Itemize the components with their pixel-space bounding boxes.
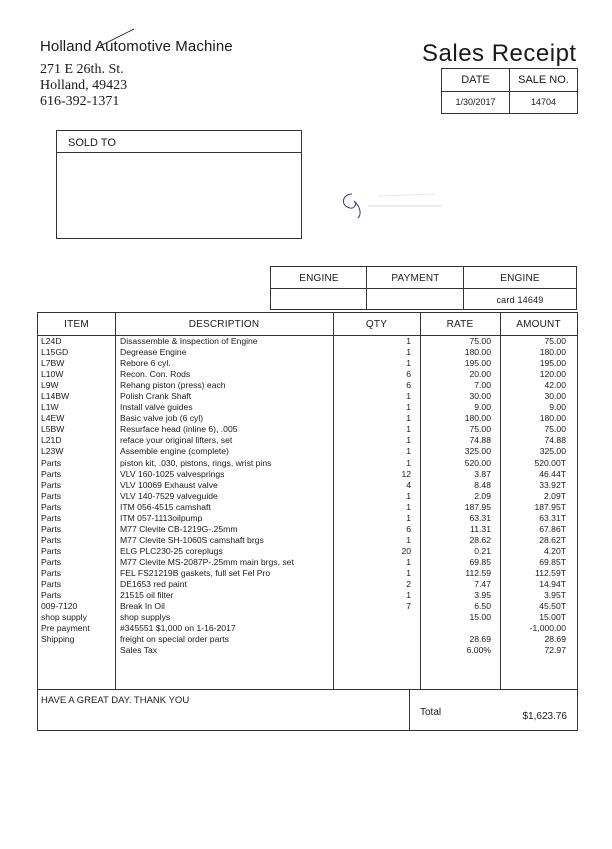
row-rate: 75.00 <box>469 424 491 435</box>
table-row <box>39 336 576 347</box>
row-item: L14BW <box>41 391 70 402</box>
row-amount: 180.00 <box>539 347 566 358</box>
row-qty: 6 <box>406 369 411 380</box>
row-qty: 6 <box>406 523 411 534</box>
sale-no-value: 14704 <box>530 97 557 107</box>
row-amount: 45.50T <box>539 601 566 612</box>
row-item: Parts <box>41 545 62 556</box>
row-item: L9W <box>41 380 59 391</box>
row-rate: 15.00 <box>469 612 491 623</box>
row-qty: 1 <box>406 512 411 523</box>
table-row <box>39 469 576 480</box>
table-row <box>39 458 576 469</box>
row-qty: 6 <box>406 380 411 391</box>
table-row <box>39 391 576 402</box>
row-description: shop supplys <box>120 612 171 623</box>
row-item: Pre payment <box>41 623 90 634</box>
row-amount: 3.95T <box>544 590 566 601</box>
row-rate: 325.00 <box>464 446 491 457</box>
sale-no-label: SALE NO. <box>510 69 577 92</box>
table-row <box>39 623 576 634</box>
row-item: Parts <box>41 523 62 534</box>
row-rate: 63.31 <box>469 512 491 523</box>
row-item: Parts <box>41 579 62 590</box>
row-description: Recon. Con. Rods <box>120 369 191 380</box>
row-item: Parts <box>41 556 62 567</box>
row-item: L4EW <box>41 413 65 424</box>
table-row <box>39 424 576 435</box>
row-item: Parts <box>41 490 62 501</box>
info-col1-label: ENGINE <box>299 273 339 284</box>
row-qty: 7 <box>406 601 411 612</box>
row-rate: 75.00 <box>469 336 491 346</box>
row-amount: 325.00 <box>539 446 566 457</box>
document-title: Sales Receipt <box>422 40 577 67</box>
table-row <box>39 513 576 524</box>
info-bar <box>270 266 577 310</box>
row-rate: 2.09 <box>474 490 491 501</box>
row-amount: 112.59T <box>535 567 566 578</box>
row-amount: 33.92T <box>539 479 566 490</box>
row-item: L23W <box>41 446 64 457</box>
table-row <box>39 579 576 590</box>
business-phone: 616-392-1371 <box>40 94 120 109</box>
row-amount: 72.97 <box>544 645 566 656</box>
row-description: Polish Crank Shaft <box>120 391 192 402</box>
business-address-line1: 271 E 26th. St. <box>40 62 124 77</box>
row-qty: 1 <box>406 490 411 501</box>
row-amount: 75.00 <box>544 336 566 346</box>
table-row <box>39 590 576 601</box>
row-item: L15GD <box>41 347 69 358</box>
row-amount: 67.86T <box>539 523 566 534</box>
pen-stroke-mark <box>94 26 140 50</box>
table-row <box>39 402 576 413</box>
table-row <box>39 502 576 513</box>
total-label: Total <box>420 707 442 718</box>
date-sale-box <box>441 68 578 114</box>
row-qty: 1 <box>406 391 411 402</box>
row-rate: 28.62 <box>469 534 491 545</box>
row-amount: 195.00 <box>539 358 566 369</box>
row-rate: 11.31 <box>470 523 491 534</box>
row-rate: 180.00 <box>464 347 491 358</box>
row-amount: -1,000.00 <box>529 623 566 634</box>
row-item: Parts <box>41 590 62 601</box>
row-item: Parts <box>41 457 62 468</box>
row-qty: 1 <box>406 534 411 545</box>
row-item: Parts <box>41 512 62 523</box>
row-amount: 28.62T <box>539 534 566 545</box>
row-qty: 4 <box>406 479 411 490</box>
row-amount: 520.00T <box>534 457 566 468</box>
business-name: Holland Automotive Machine <box>40 38 233 55</box>
row-amount: 63.31T <box>539 512 566 523</box>
row-qty: 1 <box>406 457 411 468</box>
table-row <box>39 524 576 535</box>
row-qty: 1 <box>406 358 411 369</box>
row-item: Parts <box>41 534 62 545</box>
table-row <box>39 601 576 612</box>
row-description: Basic valve job (6 cyl) <box>120 413 204 424</box>
row-item: Parts <box>41 567 62 578</box>
row-qty: 1 <box>406 567 411 578</box>
row-amount: 180.00 <box>539 413 566 424</box>
row-description: #345551 $1,000 on 1-16-2017 <box>120 623 236 634</box>
row-qty: 1 <box>406 424 411 435</box>
row-description: ELG PLC230-25 coreplugs <box>120 545 223 556</box>
row-item: Shipping <box>41 634 75 645</box>
row-item: L24D <box>41 336 62 346</box>
table-row <box>39 413 576 424</box>
row-description: Degrease Engine <box>120 347 187 358</box>
row-item: L21D <box>41 435 62 446</box>
row-rate: 3.87 <box>474 468 491 479</box>
row-rate: 30.00 <box>469 391 491 402</box>
row-description: DE1653 red paint <box>120 579 187 590</box>
row-rate: 8.48 <box>474 479 491 490</box>
row-description: piston kit, .030, pistons, rings, wrist pins <box>120 457 272 468</box>
col-header-rate: RATE <box>446 319 474 330</box>
row-item: shop supply <box>41 612 87 623</box>
row-qty: 1 <box>406 402 411 413</box>
row-item: L7BW <box>41 358 65 369</box>
table-row <box>39 480 576 491</box>
row-qty: 1 <box>406 501 411 512</box>
col-header-qty: QTY <box>365 319 388 330</box>
footer-box <box>37 689 578 731</box>
row-description: Disassemble & Inspection of Engine <box>120 336 258 346</box>
row-amount: 120.00 <box>539 369 566 380</box>
row-qty: 1 <box>406 347 411 358</box>
row-qty: 2 <box>406 579 411 590</box>
row-amount: 4.20T <box>544 545 566 556</box>
row-qty: 1 <box>406 336 411 346</box>
table-row <box>39 546 576 557</box>
row-amount: 187.95T <box>534 501 566 512</box>
row-rate: 20.00 <box>469 369 491 380</box>
row-description: M77 Clevite CB-1219G-.25mm <box>120 523 238 534</box>
row-description: Resurface head (inline 6), .005 <box>120 424 238 435</box>
row-description: Assemble engine (complete) <box>120 446 229 457</box>
row-item: Parts <box>41 479 62 490</box>
footer-message: HAVE A GREAT DAY. THANK YOU <box>41 695 190 706</box>
row-description: Break In Oil <box>120 601 165 612</box>
row-rate: 69.85 <box>469 556 491 567</box>
table-row <box>39 557 576 568</box>
row-item: Parts <box>41 501 62 512</box>
table-row <box>39 491 576 502</box>
row-rate: 520.00 <box>464 457 491 468</box>
row-amount: 14.94T <box>539 579 566 590</box>
row-description: VLV 160-1025 valvesprings <box>120 468 225 479</box>
row-description: FEL FS21219B gaskets, full set Fel Pro <box>120 567 271 578</box>
row-qty: 20 <box>401 545 411 556</box>
row-rate: 74.88 <box>469 435 491 446</box>
row-item: L5BW <box>41 424 65 435</box>
row-qty: 12 <box>401 468 411 479</box>
row-description: VLV 140-7529 valveguide <box>120 490 218 501</box>
row-description: VLV 10069 Exhaust valve <box>120 479 218 490</box>
row-amount: 46.44T <box>539 468 566 479</box>
table-row <box>39 645 576 656</box>
row-amount: 69.85T <box>539 556 566 567</box>
table-row <box>39 380 576 391</box>
table-row <box>39 612 576 623</box>
row-rate: 6.50 <box>474 601 491 612</box>
col-header-description: DESCRIPTION <box>188 319 260 330</box>
table-row <box>39 634 576 645</box>
row-rate: 0.21 <box>474 545 491 556</box>
row-description: Sales Tax <box>120 645 158 656</box>
sold-to-label: SOLD TO <box>57 131 301 153</box>
row-description: freight on special order parts <box>120 634 229 645</box>
row-item: L10W <box>41 369 64 380</box>
row-item: L1W <box>41 402 59 413</box>
row-qty: 1 <box>406 446 411 457</box>
row-description: M77 Clevite MS-2087P-.25mm main brgs, set <box>120 556 294 567</box>
row-rate: 195.00 <box>464 358 491 369</box>
row-description: Rehang piston (press) each <box>120 380 226 391</box>
table-row <box>39 535 576 546</box>
row-description: M77 Clevite SH-1060S camshaft brgs <box>120 534 264 545</box>
row-item: 009-7120 <box>41 601 78 612</box>
row-qty: 1 <box>406 435 411 446</box>
row-amount: 2.09T <box>544 490 566 501</box>
col-header-amount: AMOUNT <box>516 319 561 330</box>
row-qty: 1 <box>406 590 411 601</box>
row-amount: 30.00 <box>544 391 566 402</box>
business-address-line2: Holland, 49423 <box>40 78 128 93</box>
handwritten-mark <box>338 184 448 224</box>
row-qty: 1 <box>406 413 411 424</box>
sold-to-box <box>56 130 302 239</box>
row-rate: 7.47 <box>474 579 491 590</box>
row-rate: 180.00 <box>464 413 491 424</box>
row-amount: 15.00T <box>539 612 566 623</box>
info-col2-label: PAYMENT <box>391 273 440 284</box>
date-value: 1/30/2017 <box>442 92 510 113</box>
row-description: reface your original lifters, set <box>120 435 233 446</box>
row-amount: 42.00 <box>544 380 566 391</box>
row-amount: 74.88 <box>544 435 566 446</box>
total-value: $1,623.76 <box>522 711 567 722</box>
row-item: Parts <box>41 468 62 479</box>
row-description: ITM 057-1113oilpump <box>120 512 203 523</box>
row-description: Rebore 6 cyl. <box>120 358 171 369</box>
table-row <box>39 446 576 457</box>
items-rows <box>39 336 576 656</box>
row-description: 21515 oil filter <box>120 590 174 601</box>
row-amount: 75.00 <box>544 424 566 435</box>
row-rate: 9.00 <box>474 402 491 413</box>
table-row <box>39 369 576 380</box>
row-amount: 9.00 <box>549 402 566 413</box>
table-row <box>39 347 576 358</box>
table-row <box>39 435 576 446</box>
row-rate: 187.95 <box>464 501 491 512</box>
row-rate: 28.69 <box>469 634 491 645</box>
row-rate: 112.59 <box>465 567 491 578</box>
row-description: Install valve guides <box>120 402 193 413</box>
row-description: ITM 056-4515 camshaft <box>120 501 211 512</box>
table-row <box>39 358 576 369</box>
table-row <box>39 568 576 579</box>
info-col3-value: card 14649 <box>496 295 544 305</box>
col-header-item: ITEM <box>64 319 89 330</box>
row-qty: 1 <box>406 556 411 567</box>
row-rate: 3.95 <box>474 590 491 601</box>
row-amount: 28.69 <box>544 634 566 645</box>
row-rate: 7.00 <box>474 380 491 391</box>
info-col3-label: ENGINE <box>500 273 540 284</box>
row-rate: 6.00% <box>466 645 491 656</box>
date-label: DATE <box>442 69 510 92</box>
